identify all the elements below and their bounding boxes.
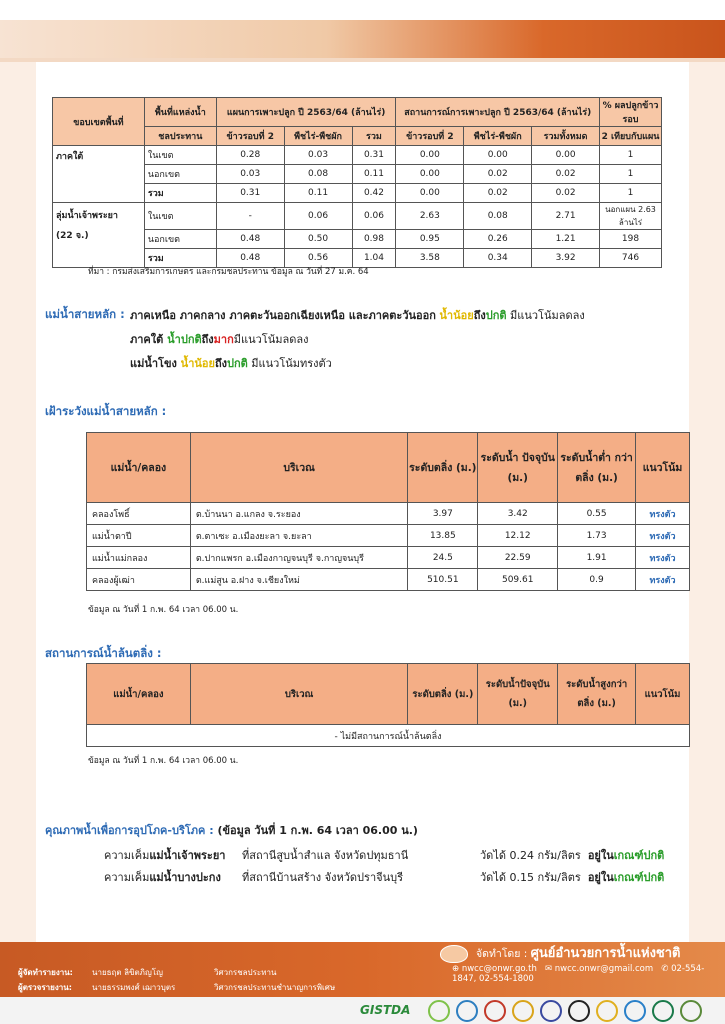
- river-name: แม่น้ำบางปะกง: [149, 871, 221, 884]
- measured-value: วัดได้ 0.24 กรัม/ลิตร: [480, 849, 581, 862]
- quality-row-2-label: [104, 868, 221, 886]
- sit-rice: 3.58: [396, 249, 464, 268]
- bank-level: 510.51: [408, 569, 478, 591]
- sit-field: 0.34: [464, 249, 532, 268]
- quality-title: คุณภาพน้ำเพื่อการอุปโภค-บริโภค :: [45, 824, 214, 837]
- org-prefix: จัดทำโดย :: [476, 948, 531, 960]
- empty-message: - ไม่มีสถานการณ์น้ำล้นตลิ่ง: [87, 725, 690, 747]
- overflow-table: [86, 663, 690, 747]
- quality-date: (ข้อมูล วันที่ 1 ก.พ. 64 เวลา 06.00 น.): [213, 824, 418, 837]
- pct: นอกแผน 2.63 ล้านไร่: [600, 203, 662, 230]
- trend: ทรงตัว: [636, 569, 690, 591]
- current-level: 3.42: [478, 503, 558, 525]
- current-level: 12.12: [478, 525, 558, 547]
- line1-regions: ภาคเหนือ ภาคกลาง ภาคตะวันออกเฉียงเหนือ และภาคตะวันออก: [130, 309, 436, 322]
- status-badge: เกณฑ์ปกติ: [613, 849, 665, 862]
- line1-normal: ปกติ: [485, 309, 507, 322]
- plan-total: 0.42: [352, 184, 396, 203]
- header-plan: แผนการเพาะปลูก ปี 2563/64 (ล้านไร่): [216, 98, 396, 127]
- trend: ทรงตัว: [636, 547, 690, 569]
- header-below: ระดับน้ำต่ำ กว่าตลิ่ง (ม.): [558, 433, 636, 503]
- source-type: รวม: [144, 249, 216, 268]
- plan-field: 0.08: [284, 165, 352, 184]
- sit-total: 1.21: [532, 230, 600, 249]
- plan-field: 0.03: [284, 146, 352, 165]
- plan-field: 0.50: [284, 230, 352, 249]
- line1-to: ถึง: [473, 309, 486, 322]
- header-trend: แนวโน้ม: [636, 664, 690, 725]
- overflow-title: สถานการณ์น้ำล้นตลิ่ง :: [45, 646, 162, 660]
- agency-logo-icon: [456, 1000, 478, 1022]
- current-level: 509.61: [478, 569, 558, 591]
- email-1[interactable]: nwcc@onwr.go.th: [461, 964, 537, 974]
- header-trend: แนวโน้ม: [636, 433, 690, 503]
- main-rivers-line3: [130, 354, 332, 372]
- header-current: ระดับน้ำปัจจุบัน (ม.): [478, 664, 558, 725]
- agency-logo-icon: [652, 1000, 674, 1022]
- header-region: ขอบเขตพื้นที่: [53, 98, 145, 146]
- table-row: [87, 525, 690, 547]
- reporter-name: นายธฤต ลิขิตภิญโญ: [92, 968, 163, 977]
- table-row: [87, 547, 690, 569]
- below-bank: 0.55: [558, 503, 636, 525]
- sit-total: 2.71: [532, 203, 600, 230]
- header-percent-top: % ผลปลูกข้าวรอบ: [600, 98, 662, 127]
- line2-normal: น้ำปกติ: [167, 333, 202, 346]
- header-sit-total: รวมทั้งหมด: [532, 127, 600, 146]
- header-river: แม่น้ำ/คลอง: [87, 433, 191, 503]
- trend: ทรงตัว: [636, 503, 690, 525]
- status-prefix: อยู่ใน: [587, 871, 614, 884]
- quality-row-1-label: [104, 846, 225, 864]
- quality-row-1-measure: [480, 846, 664, 864]
- location: ต.แม่สูน อ.ฝาง จ.เชียงใหม่: [190, 569, 408, 591]
- plan-rice: 0.31: [216, 184, 284, 203]
- plan-field: 0.11: [284, 184, 352, 203]
- sit-rice: 0.00: [396, 165, 464, 184]
- source-type: นอกเขต: [144, 230, 216, 249]
- current-level: 22.59: [478, 547, 558, 569]
- line3-region: แม่น้ำโขง: [130, 357, 181, 370]
- banner-stripe: [0, 20, 725, 60]
- line3-to: ถึง: [214, 357, 227, 370]
- salinity-label: ความเค็ม: [104, 849, 150, 862]
- line3-low: น้ำน้อย: [180, 357, 215, 370]
- line2-high: มาก: [213, 333, 234, 346]
- plan-total: 1.04: [352, 249, 396, 268]
- quality-row-2-measure: [480, 868, 664, 886]
- sit-field: 0.08: [464, 203, 532, 230]
- pct: 1: [600, 165, 662, 184]
- header-bank: ระดับตลิ่ง (ม.): [408, 664, 478, 725]
- table-row: [53, 203, 662, 230]
- sit-total: 0.02: [532, 165, 600, 184]
- sit-total: 0.02: [532, 184, 600, 203]
- sit-rice: 0.00: [396, 184, 464, 203]
- water-drop-logo-icon: [440, 945, 468, 963]
- table-row: [87, 569, 690, 591]
- plan-total: 0.31: [352, 146, 396, 165]
- reporter-title: วิศวกรชลประทาน: [214, 968, 277, 977]
- source-type: ในเขต: [144, 146, 216, 165]
- line1-trend: มีแนวโน้มลดลง: [506, 309, 585, 322]
- pct: 1: [600, 146, 662, 165]
- line2-region: ภาคใต้: [130, 333, 168, 346]
- pct: 1: [600, 184, 662, 203]
- header-river: แม่น้ำ/คลอง: [87, 664, 191, 725]
- header-location: บริเวณ: [190, 433, 408, 503]
- line3-normal: ปกติ: [226, 357, 248, 370]
- trend: ทรงตัว: [636, 525, 690, 547]
- overflow-note: ข้อมูล ณ วันที่ 1 ก.พ. 64 เวลา 06.00 น.: [88, 756, 239, 766]
- header-plan-total: รวม: [352, 127, 396, 146]
- table1-source-note: ที่มา : กรมส่งเสริมการเกษตร และกรมชลประทาน ข้อมูล ณ วันที่ 27 ม.ค. 64: [88, 267, 369, 277]
- plan-rice: 0.28: [216, 146, 284, 165]
- location: ต.ตาเซะ อ.เมืองยะลา จ.ยะลา: [190, 525, 408, 547]
- header-sit-rice: ข้าวรอบที่ 2: [396, 127, 464, 146]
- plan-rice: 0.48: [216, 230, 284, 249]
- line2-trend: มีแนวโน้มลดลง: [233, 333, 309, 346]
- source-type: รวม: [144, 184, 216, 203]
- agency-logo-icon: [596, 1000, 618, 1022]
- header-current: ระดับน้ำ ปัจจุบัน (ม.): [478, 433, 558, 503]
- table-row: [87, 725, 690, 747]
- main-rivers-line1: [130, 306, 585, 324]
- header-source-bottom: ชลประทาน: [144, 127, 216, 146]
- reviewer-title: วิศวกรชลประทานชำนาญการพิเศษ: [214, 983, 336, 992]
- footer: [0, 942, 725, 1024]
- pct: 746: [600, 249, 662, 268]
- region-cell: [53, 146, 145, 203]
- reviewer-name: นายธรรมพงศ์ เฌาวบุตร: [92, 983, 176, 992]
- sit-field: 0.02: [464, 165, 532, 184]
- table-row: [53, 146, 662, 165]
- quality-heading: [45, 821, 418, 839]
- region-name: ลุ่มน้ำเจ้าพระยา: [56, 211, 118, 221]
- header-source-top: พื้นที่แหล่งน้ำ: [144, 98, 216, 127]
- agency-logo-icon: [484, 1000, 506, 1022]
- partner-logos: [360, 1000, 720, 1024]
- plan-field: 0.56: [284, 249, 352, 268]
- plan-rice: 0.48: [216, 249, 284, 268]
- agency-logo-icon: [540, 1000, 562, 1022]
- below-bank: 1.91: [558, 547, 636, 569]
- watch-title: เฝ้าระวังแม่น้ำสายหลัก :: [45, 404, 167, 418]
- header-sit-field: พืชไร่-พืชผัก: [464, 127, 532, 146]
- header-location: บริเวณ: [190, 664, 408, 725]
- plan-total: 0.11: [352, 165, 396, 184]
- sit-field: 0.02: [464, 184, 532, 203]
- watch-table: [86, 432, 690, 591]
- main-rivers-title: แม่น้ำสายหลัก :: [45, 307, 125, 321]
- table-row: [53, 165, 662, 184]
- region-sub: (22 จ.): [56, 231, 89, 241]
- contact-line: [452, 964, 725, 984]
- agency-logo-icon: [512, 1000, 534, 1022]
- sit-rice: 2.63: [396, 203, 464, 230]
- region-name: ภาคใต้: [56, 152, 84, 162]
- phone-number: 02-554-1847, 02-554-1800: [452, 964, 705, 984]
- reviewer-label: ผู้ตรวจรายงาน:: [18, 983, 72, 992]
- header-plan-rice: ข้าวรอบที่ 2: [216, 127, 284, 146]
- below-bank: 1.73: [558, 525, 636, 547]
- plan-rice: 0.03: [216, 165, 284, 184]
- sit-field: 0.00: [464, 146, 532, 165]
- bank-level: 13.85: [408, 525, 478, 547]
- org-name: ศูนย์อำนวยการน้ำแห่งชาติ: [530, 946, 681, 961]
- agency-logo-icon: [624, 1000, 646, 1022]
- agency-logo-icon: [568, 1000, 590, 1022]
- sit-rice: 0.95: [396, 230, 464, 249]
- line3-trend: มีแนวโน้มทรงตัว: [247, 357, 332, 370]
- source-type: ในเขต: [144, 203, 216, 230]
- river-name: คลองโพธิ์: [87, 503, 191, 525]
- measured-value: วัดได้ 0.15 กรัม/ลิตร: [480, 871, 581, 884]
- email-2[interactable]: nwcc.onwr@gmail.com: [554, 964, 654, 974]
- river-name: แม่น้ำเจ้าพระยา: [149, 849, 226, 862]
- plan-total: 0.06: [352, 203, 396, 230]
- bank-level: 24.5: [408, 547, 478, 569]
- right-margin: [689, 62, 725, 942]
- mail-icon: ✉: [544, 964, 553, 974]
- line2-to: ถึง: [201, 333, 214, 346]
- location: ต.ปากแพรก อ.เมืองกาญจนบุรี จ.กาญจนบุรี: [190, 547, 408, 569]
- agency-logo-icon: [680, 1000, 702, 1022]
- org-title: [476, 942, 681, 963]
- status-prefix: อยู่ใน: [587, 849, 614, 862]
- station: ที่สถานีบ้านสร้าง จังหวัดปราจีนบุรี: [242, 871, 403, 884]
- pct: 198: [600, 230, 662, 249]
- sit-field: 0.26: [464, 230, 532, 249]
- sit-total: 0.00: [532, 146, 600, 165]
- river-name: แม่น้ำแม่กลอง: [87, 547, 191, 569]
- table-row: [53, 184, 662, 203]
- station: ที่สถานีสูบน้ำสำแล จังหวัดปทุมธานี: [242, 849, 409, 862]
- status-badge: เกณฑ์ปกติ: [613, 871, 665, 884]
- globe-icon: ⊕: [452, 964, 460, 974]
- plan-rice: -: [216, 203, 284, 230]
- reporter-label: ผู้จัดทำรายงาน:: [18, 968, 73, 977]
- location: ต.บ้านนา อ.แกลง จ.ระยอง: [190, 503, 408, 525]
- river-name: แม่น้ำตาปี: [87, 525, 191, 547]
- salinity-label: ความเค็ม: [104, 871, 150, 884]
- header-percent-bottom: 2 เทียบกับแผน: [600, 127, 662, 146]
- header-bank: ระดับตลิ่ง (ม.): [408, 433, 478, 503]
- crop-plan-table: [52, 97, 662, 268]
- phone-icon: ✆: [661, 964, 669, 974]
- source-type: นอกเขต: [144, 165, 216, 184]
- watch-note: ข้อมูล ณ วันที่ 1 ก.พ. 64 เวลา 06.00 น.: [88, 605, 239, 615]
- plan-field: 0.06: [284, 203, 352, 230]
- gistda-logo: GISTDA: [360, 1003, 411, 1017]
- river-name: คลองผู้เฒ่า: [87, 569, 191, 591]
- header-above: ระดับน้ำสูงกว่า ตลิ่ง (ม.): [558, 664, 636, 725]
- header-situation: สถานการณ์การเพาะปลูก ปี 2563/64 (ล้านไร่): [396, 98, 600, 127]
- table-row: [87, 503, 690, 525]
- below-bank: 0.9: [558, 569, 636, 591]
- sit-rice: 0.00: [396, 146, 464, 165]
- header-plan-field: พืชไร่-พืชผัก: [284, 127, 352, 146]
- main-rivers-line2: [130, 330, 308, 348]
- bank-level: 3.97: [408, 503, 478, 525]
- leaf-logo-icon: [428, 1000, 450, 1022]
- plan-total: 0.98: [352, 230, 396, 249]
- sit-total: 3.92: [532, 249, 600, 268]
- table-row: [53, 230, 662, 249]
- region-cell: [53, 203, 145, 268]
- line1-low: น้ำน้อย: [439, 309, 474, 322]
- top-banner: [0, 0, 725, 62]
- left-margin: [0, 62, 36, 942]
